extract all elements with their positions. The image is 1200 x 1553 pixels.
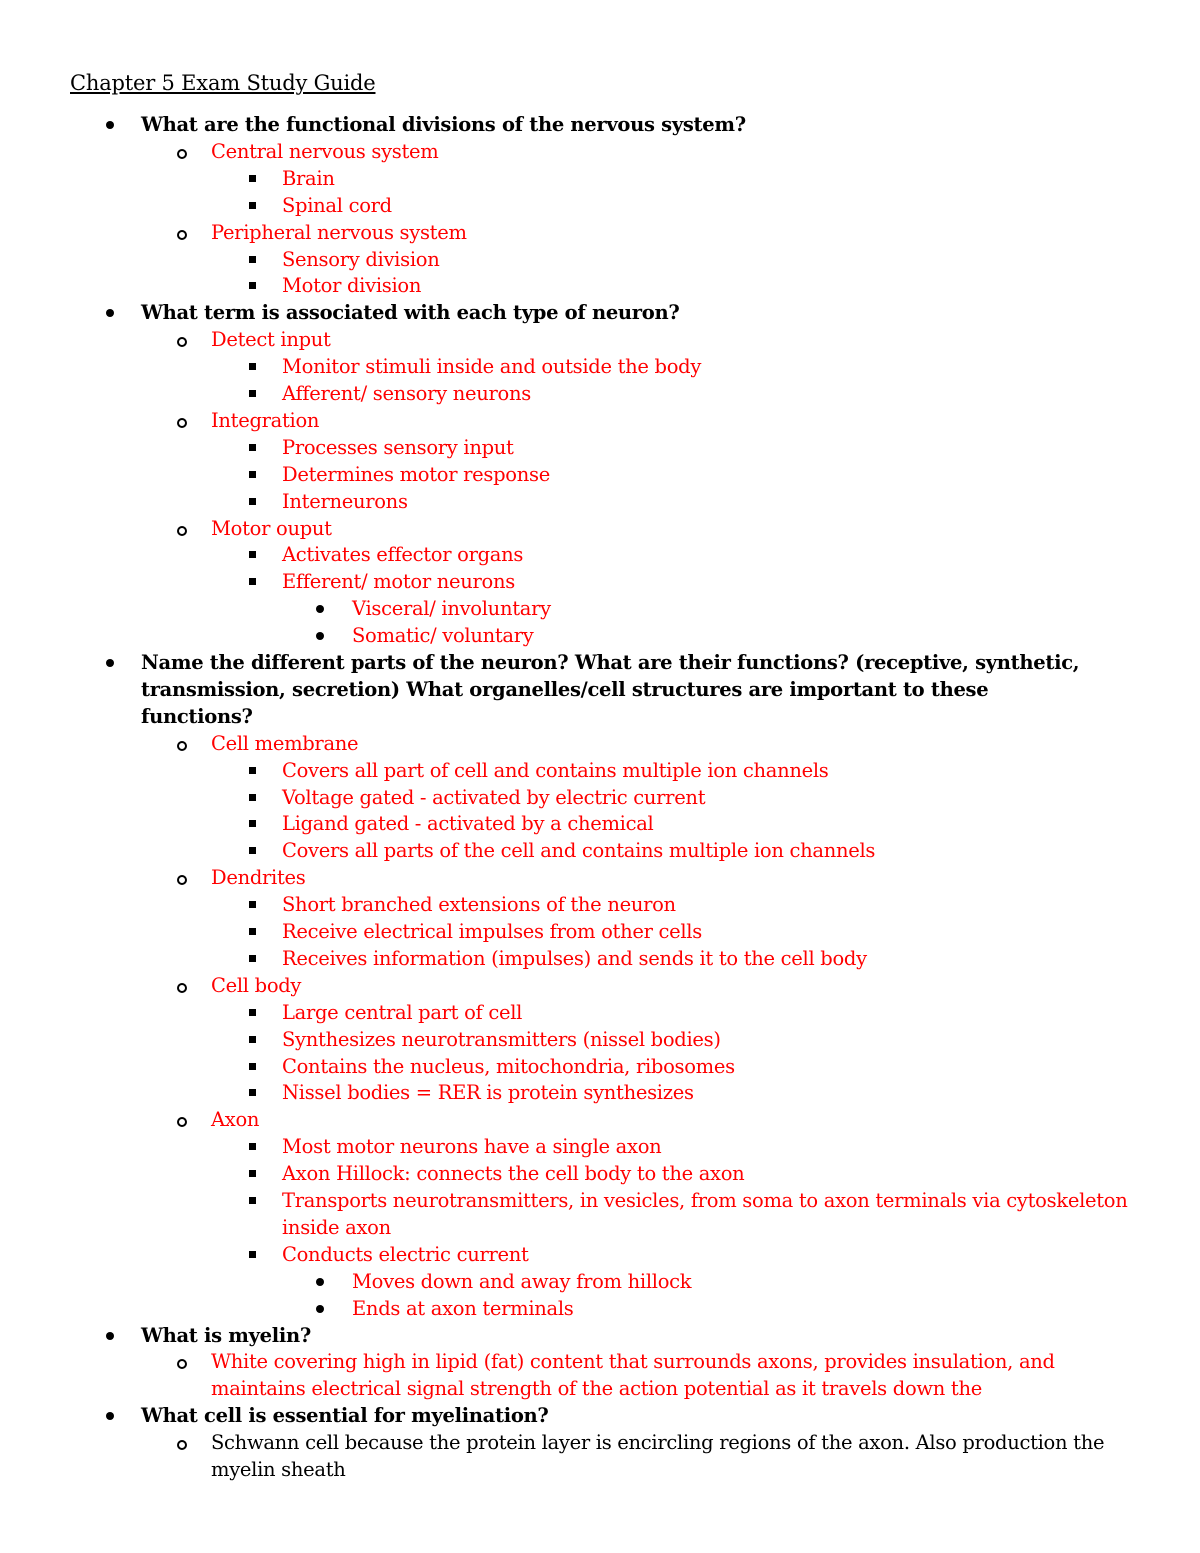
bullet-square-icon bbox=[249, 794, 256, 801]
bullet-disc-icon bbox=[316, 632, 324, 640]
bullet-disc-icon bbox=[316, 1278, 324, 1286]
answer-text: Interneurons bbox=[282, 489, 408, 513]
question-text: Name the different parts of the neuron? What are their functions? (receptive, synthetic, bbox=[141, 651, 1080, 674]
bullet-circle-icon bbox=[177, 875, 187, 885]
bullet-circle-icon bbox=[177, 230, 187, 240]
answer-text: Most motor neurons have a single axon bbox=[282, 1135, 662, 1159]
bullet-square-icon bbox=[249, 578, 256, 585]
bullet-disc-icon bbox=[106, 659, 114, 667]
answer-text: Motor division bbox=[282, 274, 422, 298]
answer-text: Transports neurotransmitters, in vesicles, from soma to axon terminals via cytoskeleton bbox=[282, 1189, 1128, 1212]
answer-text: Synthesizes neurotransmitters (nissel bodies) bbox=[282, 1027, 721, 1051]
bullet-circle-icon bbox=[177, 418, 187, 428]
bullet-square-icon bbox=[249, 282, 256, 289]
answer-text: Cell body bbox=[211, 973, 302, 997]
answer-text: Peripheral nervous system bbox=[211, 220, 467, 244]
answer-text: Large central part of cell bbox=[282, 1000, 523, 1024]
bullet-square-icon bbox=[249, 202, 256, 209]
bullet-square-icon bbox=[249, 551, 256, 558]
bullet-square-icon bbox=[249, 955, 256, 962]
bullet-disc-icon bbox=[106, 309, 114, 317]
document-title: Chapter 5 Exam Study Guide bbox=[70, 71, 376, 95]
bullet-square-icon bbox=[249, 444, 256, 451]
answer-text: Somatic/ voluntary bbox=[352, 624, 534, 648]
bullet-square-icon bbox=[249, 256, 256, 263]
answer-text: Afferent/ sensory neurons bbox=[282, 382, 531, 405]
answer-text: Contains the nucleus, mitochondria, ribosomes bbox=[282, 1054, 735, 1078]
answer-text: Spinal cord bbox=[282, 193, 392, 217]
bullet-square-icon bbox=[249, 1143, 256, 1150]
answer-text: Dendrites bbox=[211, 866, 306, 890]
answer-text: Short branched extensions of the neuron bbox=[282, 893, 676, 917]
bullet-disc-icon bbox=[316, 605, 324, 613]
bullet-square-icon bbox=[249, 928, 256, 935]
answer-text: Determines motor response bbox=[282, 462, 550, 486]
bullet-circle-icon bbox=[177, 149, 187, 159]
answer-text: Detect input bbox=[211, 328, 331, 352]
bullet-square-icon bbox=[249, 901, 256, 908]
answer-text: Axon Hillock: connects the cell body to the axon bbox=[282, 1162, 745, 1186]
bullet-square-icon bbox=[249, 471, 256, 478]
bullet-disc-icon bbox=[106, 121, 114, 129]
question-text: What cell is essential for myelination? bbox=[141, 1404, 549, 1428]
bullet-disc-icon bbox=[106, 1332, 114, 1340]
bullet-circle-icon bbox=[177, 526, 187, 536]
question-text: functions? bbox=[141, 704, 253, 728]
answer-text: Nissel bodies = RER is protein synthesizes bbox=[282, 1081, 694, 1105]
answer-text: Voltage gated - activated by electric current bbox=[282, 785, 706, 809]
answer-text: Receive electrical impulses from other cells bbox=[282, 920, 702, 943]
answer-text: Ligand gated - activated by a chemical bbox=[282, 812, 654, 836]
answer-text: Sensory division bbox=[282, 247, 440, 271]
answer-text: maintains electrical signal strength of the action potential as it travels down the bbox=[211, 1377, 982, 1401]
answer-text: myelin sheath bbox=[211, 1458, 346, 1481]
answer-text: Integration bbox=[211, 408, 320, 432]
bullet-circle-icon bbox=[177, 741, 187, 751]
question-text: transmission, secretion) What organelles/cell structures are important to these bbox=[141, 677, 989, 701]
answer-text: Schwann cell because the protein layer is encircling regions of the axon. Also production the bbox=[211, 1431, 1105, 1455]
bullet-square-icon bbox=[249, 820, 256, 827]
answer-text: Conducts electric current bbox=[282, 1242, 529, 1266]
bullet-square-icon bbox=[249, 847, 256, 854]
answer-text: White covering high in lipid (fat) content that surrounds axons, provides insulation, and bbox=[211, 1350, 1055, 1374]
question-text: What is myelin? bbox=[141, 1323, 311, 1347]
answer-text: Ends at axon terminals bbox=[352, 1296, 574, 1320]
answer-text: Monitor stimuli inside and outside the body bbox=[282, 355, 702, 379]
question-text: What are the functional divisions of the nervous system? bbox=[141, 113, 746, 136]
bullet-square-icon bbox=[249, 1089, 256, 1096]
bullet-square-icon bbox=[249, 390, 256, 397]
bullet-square-icon bbox=[249, 1009, 256, 1016]
bullet-square-icon bbox=[249, 1170, 256, 1177]
answer-text: Cell membrane bbox=[211, 731, 359, 755]
answer-text: Moves down and away from hillock bbox=[352, 1269, 692, 1293]
answer-text: Processes sensory input bbox=[282, 435, 514, 459]
bullet-square-icon bbox=[249, 498, 256, 505]
bullet-square-icon bbox=[249, 767, 256, 774]
answer-text: Receives information (impulses) and sends it to the cell body bbox=[282, 946, 867, 970]
bullet-disc-icon bbox=[106, 1412, 114, 1420]
bullet-square-icon bbox=[249, 1036, 256, 1043]
bullet-circle-icon bbox=[177, 1117, 187, 1127]
bullet-square-icon bbox=[249, 1197, 256, 1204]
answer-text: Covers all part of cell and contains multiple ion channels bbox=[282, 758, 829, 782]
answer-text: Central nervous system bbox=[211, 139, 439, 163]
bullet-circle-icon bbox=[177, 983, 187, 993]
answer-text: Efferent/ motor neurons bbox=[282, 570, 515, 594]
answer-text: Motor ouput bbox=[211, 516, 332, 540]
answer-text: Covers all parts of the cell and contains multiple ion channels bbox=[282, 839, 876, 863]
bullet-square-icon bbox=[249, 363, 256, 370]
answer-text: inside axon bbox=[282, 1215, 391, 1239]
answer-text: Axon bbox=[211, 1108, 260, 1132]
bullet-circle-icon bbox=[177, 1359, 187, 1369]
bullet-square-icon bbox=[249, 1251, 256, 1258]
bullet-circle-icon bbox=[177, 1440, 187, 1450]
bullet-square-icon bbox=[249, 175, 256, 182]
answer-text: Visceral/ involuntary bbox=[352, 597, 551, 621]
answer-text: Activates effector organs bbox=[282, 543, 524, 567]
question-text: What term is associated with each type of neuron? bbox=[141, 301, 680, 325]
answer-text: Brain bbox=[282, 166, 335, 190]
bullet-disc-icon bbox=[316, 1305, 324, 1313]
bullet-circle-icon bbox=[177, 337, 187, 347]
bullet-square-icon bbox=[249, 1063, 256, 1070]
